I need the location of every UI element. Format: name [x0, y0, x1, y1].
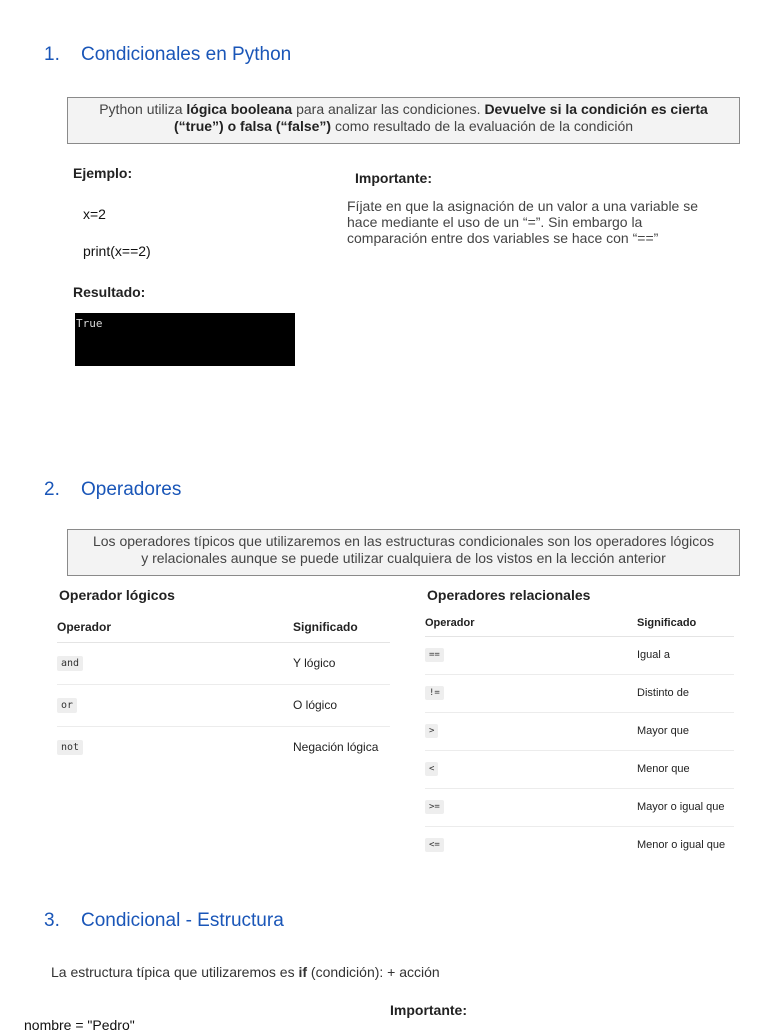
structure-text-1: La estructura típica que utilizaremos es — [51, 964, 299, 980]
operator-code: != — [425, 686, 444, 700]
relational-operators-table — [425, 610, 734, 864]
table-row — [425, 826, 734, 864]
intro-text-3: como resultado de la evaluación de la condición — [331, 118, 634, 134]
section-3-number: 3. — [44, 910, 60, 931]
important-label: Importante: — [355, 170, 432, 186]
operator-code: and — [57, 656, 83, 671]
table-header-row — [425, 610, 734, 636]
operator-meaning: Negación lógica — [293, 740, 379, 755]
operator-meaning: Y lógico — [293, 642, 390, 684]
booleana-intro-box — [67, 97, 740, 144]
section-3-heading — [44, 910, 284, 932]
code-line-2: print(x==2) — [83, 243, 151, 259]
col-header-meaning: Significado — [637, 610, 734, 636]
intro-bold-1: lógica booleana — [186, 101, 293, 117]
operator-code: < — [425, 762, 438, 776]
table-row — [425, 750, 734, 788]
intro-bold-2: Devuelve si la condición es cierta (“true”) o falsa (“false”) — [173, 101, 708, 134]
structure-text-2: (condición): + acción — [307, 964, 440, 980]
table-row — [425, 674, 734, 712]
terminal-output — [75, 313, 295, 366]
operator-meaning: Mayor que — [637, 712, 734, 750]
structure-sentence — [51, 964, 440, 980]
operator-meaning: Menor o igual que — [637, 839, 726, 852]
structure-keyword-if: if — [298, 964, 308, 980]
table-row — [57, 684, 390, 726]
terminal-output-text: True — [76, 317, 103, 330]
result-label: Resultado: — [73, 284, 146, 300]
operators-intro-box — [67, 529, 740, 576]
operator-code: > — [425, 724, 438, 738]
code-partial-line: nombre = "Pedro" — [24, 1017, 135, 1033]
section-2-number: 2. — [44, 479, 60, 500]
section-3-title: Condicional - Estructura — [81, 910, 284, 931]
section-1-number: 1. — [44, 44, 60, 65]
section-1-title: Condicionales en Python — [81, 44, 292, 65]
operator-meaning: Distinto de — [637, 674, 734, 712]
relational-operators-title: Operadores relacionales — [427, 587, 591, 603]
table-row — [425, 788, 734, 826]
intro-text-1: Python utiliza — [99, 101, 187, 117]
operator-meaning: O lógico — [293, 684, 390, 726]
operator-code: <= — [425, 838, 444, 852]
operator-meaning: Menor que — [637, 750, 734, 788]
operator-code: >= — [425, 800, 444, 814]
col-header-operator: Operador — [57, 612, 293, 642]
operator-meaning: Igual a — [637, 636, 734, 674]
table-row — [57, 726, 390, 768]
section-1-heading — [44, 44, 291, 66]
operator-code: == — [425, 648, 444, 662]
operator-code: or — [57, 698, 77, 713]
logical-operators-title: Operador lógicos — [59, 587, 175, 603]
operators-intro-text: Los operadores típicos que utilizaremos en las estructuras condicionales son los operadores lógicos y relacionales aunque se puede utilizar cualquiera de los vistos en la lección anterior — [92, 533, 714, 566]
example-label: Ejemplo: — [73, 165, 133, 181]
logical-operators-table — [57, 612, 390, 768]
intro-text-2: para analizar las condiciones. — [292, 101, 485, 117]
section-2-title: Operadores — [81, 479, 182, 500]
table-row — [425, 636, 734, 674]
col-header-meaning: Significado — [293, 612, 390, 642]
operator-meaning: Mayor o igual que — [637, 788, 734, 826]
table-header-row — [57, 612, 390, 642]
code-line-1: x=2 — [83, 206, 106, 222]
col-header-operator: Operador — [425, 610, 637, 636]
operator-code: not — [57, 740, 83, 755]
important-text: Fíjate en que la asignación de un valor a una variable se hace mediante el uso de un “=”. Sin embargo la comparación entre dos variables se hace con “==” — [347, 198, 699, 246]
table-row — [57, 642, 390, 684]
table-row — [425, 712, 734, 750]
important-label-2: Importante: — [390, 1002, 467, 1018]
section-2-heading — [44, 479, 181, 501]
